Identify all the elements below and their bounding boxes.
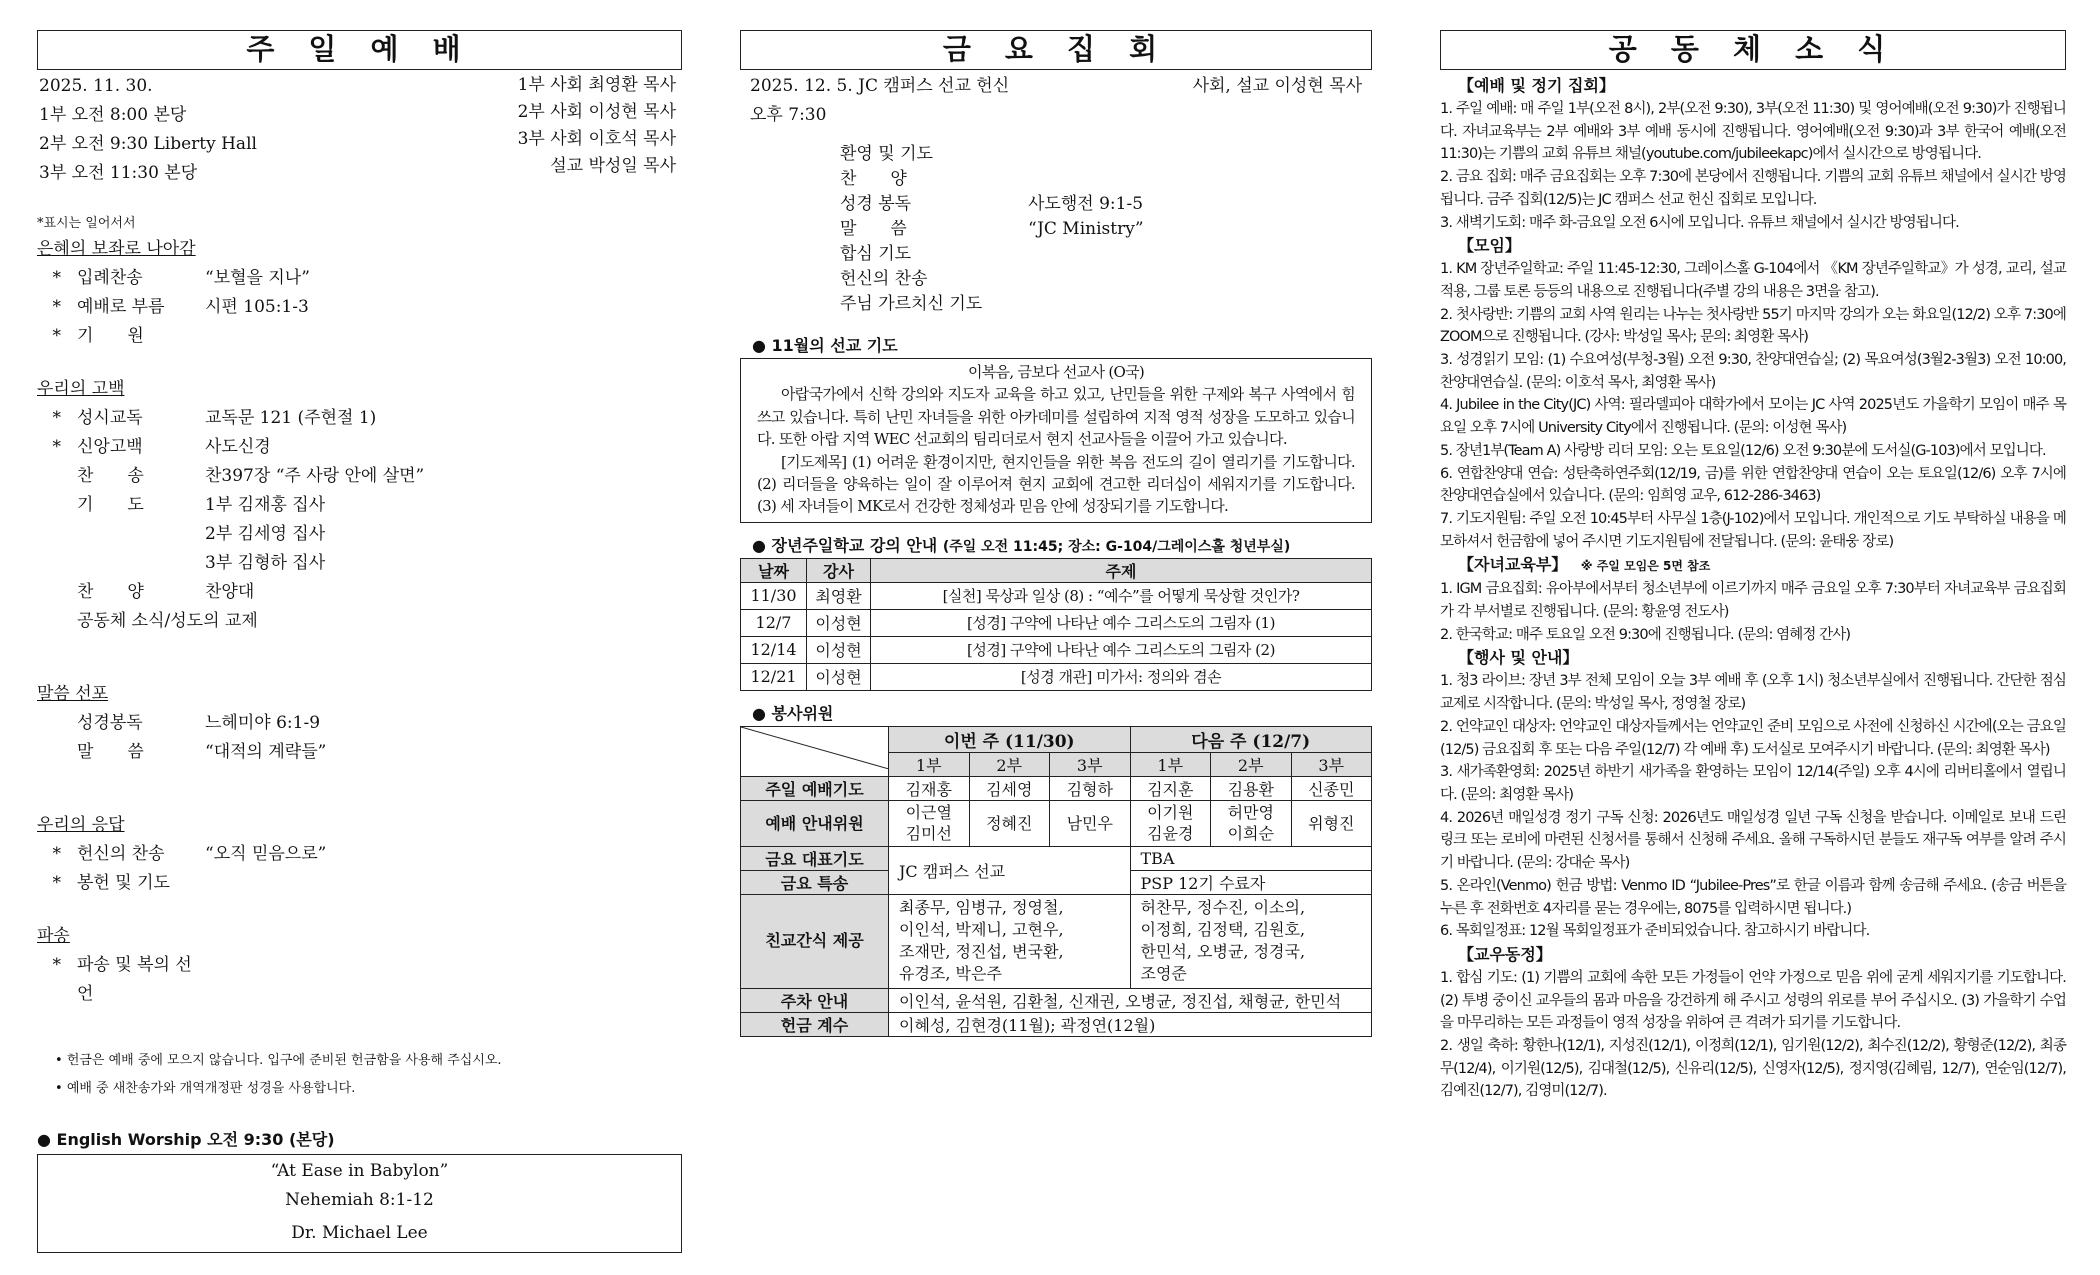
part-header: 2부 [1211, 752, 1292, 776]
section-title: 우리의 고백 [37, 379, 125, 399]
friday-order-item: 환영 및 기도 [840, 144, 933, 164]
class-title: ● 장년주일학교 강의 안내 (주일 오전 11:45; 장소: G-104/그레이스홀 청년부실) [752, 535, 1291, 555]
news-item: 1. IGM 금요집회: 유아부에서부터 청소년부에 이르기까지 매주 금요일 오후 7:30부터 자녀교육부 금요집회가 각 부서별로 진행됩니다. (문의: 황윤영 전도사) [1440, 581, 2066, 621]
serve-table [740, 726, 1372, 1037]
corner-cell [741, 726, 889, 776]
news-item: 4. 2026년 매일성경 정기 구독 신청: 2026년도 매일성경 일년 구독 신청을 받습니다. 이메일로 보내 드린 링크 또는 로비에 마련된 신청서를 통해서 신청해 주세요. 올해 구독하시던 분들도 재구독 여부를 알려 주시기 바랍니다. (문의: 강대순 목사) [1440, 809, 2066, 872]
serve-title: ● 봉사위원 [752, 703, 834, 723]
section-title: 파송 [37, 926, 70, 946]
next-week-header: 다음 주 (12/7) [1130, 726, 1372, 752]
order-item: * 성시교독 교독문 121 (주현절 1) [52, 408, 377, 428]
friday-order [740, 142, 1372, 317]
friday-order-item: 말 씀 “JC Ministry” [840, 219, 1144, 239]
part-header: 3부 [1050, 752, 1131, 776]
class-table [740, 558, 1372, 691]
news-item: 4. Jubilee in the City(JC) 사역: 필라델피아 대학가에서 모이는 JC 사역 2025년도 가을학기 모임이 매주 목요일 오후 7시에 University City에서 진행됩니다. (문의: 이성현 목사) [1440, 397, 2066, 437]
news-item: 1. 청3 라이브: 장년 3부 전체 모임이 오늘 3부 예배 후 (오후 1시) 청소년부실에서 진행됩니다. 간단한 점심 교제로 시작합니다. (문의: 박성일 목사, 정영철 장로) [1440, 673, 2066, 713]
news-item: 6. 목회일정표: 12월 목회일정표가 준비되었습니다. 참고하시기 바랍니다. [1440, 923, 1870, 940]
missionary-name: 이복음, 금보다 선교사 (O국) [967, 363, 1145, 381]
friday-title: 금 요 집 회 [740, 30, 1372, 70]
friday-order-item: 주님 가르치신 기도 [840, 294, 983, 314]
serve-row: 금요 특송 PSP 12기 수료자 [741, 870, 1372, 894]
service-times [37, 72, 257, 188]
news-title: 공 동 체 소 식 [1440, 30, 2066, 70]
part-header: 3부 [1291, 752, 1372, 776]
news-section-title: 【교우동정】 [1458, 944, 1552, 964]
sunday-title: 주 일 예 배 [37, 30, 682, 70]
news-section-title: 【예배 및 정기 집회】 [1458, 76, 1615, 95]
friday-order-item: 성경 봉독 사도행전 9:1-5 [840, 194, 1144, 214]
service-time: 3부 오전 11:30 본당 [39, 163, 198, 183]
order-item: * 봉헌 및 기도 [52, 873, 170, 893]
leader: 설교 박성일 목사 [550, 156, 676, 176]
worship-order [37, 235, 682, 1009]
leader: 1부 사회 최영환 목사 [517, 75, 676, 95]
serve-row: 헌금 계수 이혜성, 김현경(11월); 곽정연(12월) [741, 1012, 1372, 1036]
friday-leader: 사회, 설교 이성현 목사 [1192, 76, 1362, 96]
serve-row: 금요 대표기도 JC 캠퍼스 선교 TBA [741, 846, 1372, 870]
col-header: 강사 [807, 558, 871, 582]
serve-row: 예배 안내위원 이근열 김미선 정혜진 남민우 이기원 김윤경 허만영 이희순 위형진 [741, 800, 1372, 846]
news-item: 7. 기도지원팀: 주일 오전 10:45부터 사무실 1층(J-102)에서 모입니다. 개인적으로 기도 부탁하실 내용을 메모하셔서 헌금함에 넣어 주시면 기도지원팀에 전달됩니다. (문의: 윤태웅 장로) [1440, 510, 2066, 550]
sunday-info [37, 72, 682, 188]
news-item: 2. 생일 축하: 황한나(12/1), 지성진(12/1), 이정희(12/1), 임기원(12/2), 최수진(12/2), 황형준(12/2), 최종무(12/4), 이기원(12/5), 김대철(12/5), 신유리(12/5), 신영자(12/5), 정지영(김혜림, 12/7), 연순임(12/7), 김예진(12/7), 김영미(12/7). [1440, 1038, 2066, 1100]
class-row: 12/21 이성현 [성경 개관] 미가서: 정의와 겸손 [741, 663, 1372, 690]
news-item: 5. 장년1부(Team A) 사랑방 리더 모임: 오는 토요일(12/6) 오전 9:30분에 도서실(G-103)에서 모입니다. [1440, 442, 2046, 459]
section-title: 우리의 응답 [37, 815, 125, 835]
part-header: 1부 [889, 752, 970, 776]
leader: 3부 사회 이호석 목사 [517, 129, 676, 149]
news-section-title: 【모임】 [1458, 236, 1521, 256]
part-header: 1부 [1130, 752, 1211, 776]
mission-box [740, 358, 1372, 523]
friday-order-item: 찬 양 [840, 169, 907, 189]
news-section-title: 【행사 및 안내】 [1458, 648, 1579, 668]
scripture: Nehemiah 8:1-12 [285, 1190, 434, 1210]
order-item: * 신앙고백 사도신경 [52, 437, 271, 457]
mission-title: ● 11월의 선교 기도 [752, 336, 898, 355]
order-item: 공동체 소식/성도의 교제 [77, 611, 258, 631]
section-title: 은혜의 보좌로 나아감 [37, 239, 196, 259]
news-section-title: 【자녀교육부】 ※ 주일 모임은 5면 참조 [1458, 555, 1711, 575]
section-title: 말씀 선포 [37, 684, 109, 704]
service-time: 2부 오전 9:30 Liberty Hall [39, 134, 257, 154]
news-item: 2. 한국학교: 매주 토요일 오전 9:30에 진행됩니다. (문의: 염혜정 간사) [1440, 626, 1851, 643]
order-item: 3부 김형하 집사 [205, 553, 326, 573]
class-row: 12/7 이성현 [성경] 구약에 나타난 예수 그리스도의 그림자 (1) [741, 609, 1372, 636]
news-item: 1. 합심 기도: (1) 기쁨의 교회에 속한 모든 가정들이 언약 가정으로 믿음 위에 굳게 세워지기를 기도합니다. (2) 투병 중이신 교우들의 몸과 마음을 강건하게 해 주시고 성령의 위로를 부어 주십시오. (3) 가을학기 수업을 마무리하는 모든 과정들이 영적 성장을 위하여 큰 격려가 되기를 기도합니다. [1440, 969, 2066, 1032]
serve-row: 주일 예배기도 김재홍 김세영 김형하 김지훈 김용환 신종민 [741, 776, 1372, 800]
news-body [1440, 74, 2066, 1103]
sunday-date: 2025. 11. 30. [39, 76, 153, 96]
news-item: 5. 온라인(Venmo) 헌금 방법: Venmo ID “Jubilee-Pres”로 한글 이름과 함께 송금해 주세요. (송금 버튼을 누른 후 전화번호 4자리를 묻는 경우에는, 8075를 입력하시면 됩니다.) [1440, 877, 2066, 917]
standing-note: *표시는 일어서서 [37, 216, 136, 231]
note-item: • 헌금은 예배 중에 모으지 않습니다. 입구에 준비된 헌금함을 사용해 주십시오. [55, 1053, 502, 1068]
friday-order-item: 헌신의 찬송 [840, 269, 928, 289]
news-item: 2. 언약교인 대상자: 언약교인 대상자들께서는 언약교인 준비 모임으로 사전에 신청하신 시간에(오는 금요일(12/5) 금요집회 후 또는 다음 주일(12/7) 각 예배 후) 도서실로 모여주시기 바랍니다. (문의: 최영환 목사) [1440, 718, 2066, 758]
class-row: 11/30 최영환 [실천] 묵상과 일상 (8) : “예수”를 어떻게 묵상할 것인가? [741, 582, 1372, 609]
news-item: 1. KM 장년주일학교: 주일 11:45-12:30, 그레이스홀 G-104에서 《KM 장년주일학교》가 성경, 교리, 설교 적용, 그룹 토론 등등의 내용으로 진행됩니다(주별 강의 내용은 3면을 참고). [1440, 261, 2066, 300]
friday-date: 2025. 12. 5. JC 캠퍼스 선교 헌신 [750, 76, 1010, 96]
news-item: 6. 연합찬양대 연습: 성탄축하연주회(12/19, 금)를 위한 연합찬양대 연습이 오는 토요일(12/6) 오후 7시에 찬양대연습실에서 있습니다. (문의: 임희영 교우, 612-286-3463) [1440, 465, 2066, 505]
order-item: 성경봉독 느헤미야 6:1-9 [77, 713, 321, 733]
order-item: 기 도 1부 김재홍 집사 [77, 495, 326, 515]
news-item: 2. 첫사랑반: 기쁨의 교회 사역 원리는 나누는 첫사랑반 55기 마지막 강의가 오는 화요일(12/2) 오후 7:30에 ZOOM으로 진행됩니다. (강사: 박성일 목사; 문의: 최영환 목사) [1440, 306, 2066, 346]
order-item: * 기 원 [52, 326, 144, 346]
sermon-title: “At Ease in Babylon” [270, 1161, 449, 1181]
order-item: * 헌신의 찬송 “오직 믿음으로” [52, 844, 327, 864]
col-header: 주제 [871, 558, 1372, 582]
col-header: 날짜 [741, 558, 807, 582]
news-column [1440, 30, 2066, 1103]
prayer-requests: [기도제목] (1) 어려운 환경이지만, 현지인들을 위한 복음 전도의 길이 열리기를 기도합니다. (2) 리더들을 양육하는 일이 잘 이루어져 현지 교회에 견고한 리더십이 세워지기를 기도합니다. (3) 세 자녀들이 MK로서 건강한 정체성과 믿음 안에 성장되기를 기도합니다. [757, 452, 1355, 516]
order-item: * 예배로 부름 시편 105:1-3 [52, 297, 309, 317]
friday-time: 오후 7:30 [750, 105, 827, 125]
friday-column [740, 30, 1372, 1037]
friday-info [740, 72, 1372, 130]
service-leaders [518, 72, 682, 188]
order-item: 찬 송 찬397장 “주 사랑 안에 살면” [77, 466, 425, 486]
order-item: 2부 김세영 집사 [205, 524, 326, 544]
this-week-header: 이번 주 (11/30) [889, 726, 1131, 752]
news-item: 1. 주일 예배: 매 주일 1부(오전 8시), 2부(오전 9:30), 3부(오전 11:30) 및 영어예배(오전 9:30)가 진행됩니다. 자녀교육부는 2부 예배와 3부 예배 동시에 진행됩니다. 영어예배(오전 9:30)과 3부 한국어 예배(오전 11:30)는 기쁨의 교회 유튜브 채널(youtube.com/jubileekapc)에서 실시간으로 방영됩니다. [1440, 101, 2066, 163]
news-item: 2. 금요 집회: 매주 금요집회는 오후 7:30에 본당에서 진행됩니다. 기쁨의 교회 유튜브 채널에서 실시간 방영됩니다. 금주 집회(12/5)는 JC 캠퍼스 선교 헌신 집회로 모입니다. [1440, 169, 2066, 208]
serve-row: 친교간식 제공 최종무, 임병규, 정영철, 이인석, 박제니, 고현우, 조재만, 정진섭, 변국환, 유경조, 박은주 허찬무, 정수진, 이소의, 이정희, 김정택, 김원호, 한민석, 오병균, 정경국, 조영준 [741, 894, 1372, 988]
order-item: 말 씀 “대적의 계략들” [77, 742, 327, 762]
preacher: Dr. Michael Lee [291, 1223, 428, 1243]
sunday-notes [37, 1047, 682, 1103]
english-worship-box [37, 1154, 682, 1253]
english-worship-title: ● English Worship 오전 9:30 (본당) [37, 1130, 335, 1149]
news-item: 3. 새벽기도회: 매주 화-금요일 오전 6시에 모입니다. 유튜브 채널에서 실시간 방영됩니다. [1440, 214, 1959, 231]
order-item: 찬 양 찬양대 [77, 582, 255, 602]
part-header: 2부 [969, 752, 1050, 776]
class-row: 12/14 이성현 [성경] 구약에 나타난 예수 그리스도의 그림자 (2) [741, 636, 1372, 663]
order-item: * 파송 및 복의 선언 [52, 955, 192, 1004]
mission-text: 아랍국가에서 신학 강의와 지도자 교육을 하고 있고, 난민들을 위한 구제와 복구 사역에서 힘쓰고 있습니다. 특히 난민 자녀들을 위한 아카데미를 설립하여 지적 영적 성장을 도모하고 있습니다. 또한 아랍 지역 WEC 선교회의 팀리더로서 현지 선교사들을 이끌어 가고 있습니다. [757, 385, 1355, 449]
service-time: 1부 오전 8:00 본당 [39, 105, 187, 125]
sunday-column [37, 30, 682, 1253]
news-item: 3. 성경읽기 모임: (1) 수요여성(부청-3월) 오전 9:30, 찬양대연습실; (2) 목요여성(3월2-3월3) 오전 10:00, 찬양대연습실. (문의: 이호석 목사, 최영환 목사) [1440, 352, 2066, 391]
order-item: * 입례찬송 “보혈을 지나” [52, 268, 310, 288]
news-item: 3. 새가족환영회: 2025년 하반기 새가족을 환영하는 모임이 12/14(주일) 오후 4시에 리버티홀에서 열립니다. (문의: 최영환 목사) [1440, 764, 2066, 803]
note-item: • 예배 중 새찬송가와 개역개정판 성경을 사용합니다. [55, 1081, 356, 1096]
serve-row: 주차 안내 이인석, 윤석원, 김환철, 신재권, 오병균, 정진섭, 채형균, 한민석 [741, 988, 1372, 1012]
friday-order-item: 합심 기도 [840, 244, 912, 264]
leader: 2부 사회 이성현 목사 [517, 102, 676, 122]
